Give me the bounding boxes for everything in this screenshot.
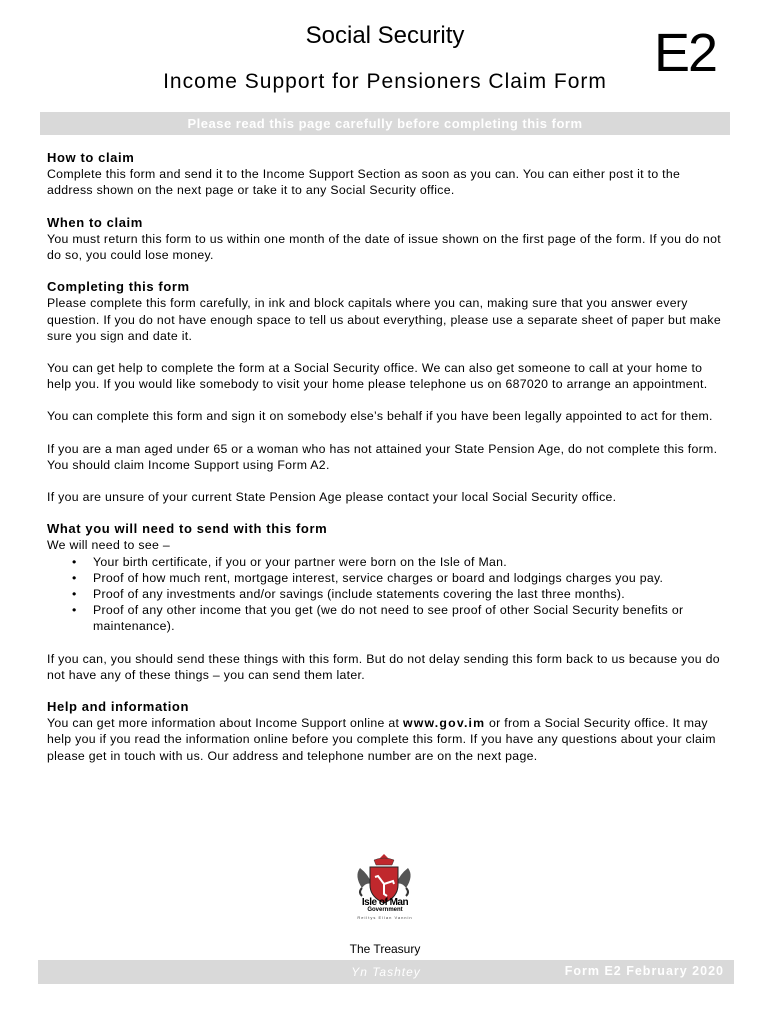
isle-of-man-crest-logo <box>350 852 418 932</box>
paragraph-completing-2: You can get help to complete the form at a Social Security office. We can also get someone to call at your home to help you. If you would like somebody to visit your home please telephone us on 687020 to arrange an appointment. <box>47 361 708 392</box>
paragraph-when-to-claim: You must return this form to us within one month of the date of issue shown on the first page of the form. If you do not do so, you could lose money. <box>47 231 721 263</box>
help-text-pre: You can get more information about Income Support online at <box>47 716 403 731</box>
list-item: • Your birth certificate, if you or your partner were born on the Isle of Man. <box>93 554 729 570</box>
heading-what-to-send: What you will need to send with this form <box>47 521 328 537</box>
paragraph-completing-3: You can complete this form and sign it on somebody else’s behalf if you have been legally appointed to act for them. <box>47 409 713 424</box>
heading-completing-form: Completing this form <box>47 279 190 295</box>
documents-list <box>47 554 729 635</box>
heading-when-to-claim: When to claim <box>47 214 143 230</box>
logo-motto-text: Reiltys Ellan Vannin <box>357 915 413 920</box>
list-item: • Proof of how much rent, mortgage interest, service charges or board and lodgings charges you pay. <box>93 570 729 586</box>
form-code: E2 <box>654 23 717 83</box>
department-name-manx: Yn Tashtey <box>351 965 421 979</box>
page-subtitle: Income Support for Pensioners Claim Form <box>163 70 607 93</box>
heading-help-information: Help and information <box>47 699 189 715</box>
main-content <box>47 150 729 780</box>
logo-government-text: Government <box>367 907 403 913</box>
paragraph-completing-1: Please complete this form carefully, in ink and block capitals where you can, making sure that you answer every question. If you do not have enough space to tell us about everything, please use a separate sheet of paper but make sure you sign and date it. <box>47 296 721 343</box>
department-name: The Treasury <box>349 942 421 956</box>
paragraph-completing-5: If you are unsure of your current State Pension Age please contact your local Social Security office. <box>47 490 617 505</box>
what-to-send-intro: We will need to see – <box>47 538 170 553</box>
list-item: • Proof of any other income that you get (we do not need to see proof of other Social Security benefits or maintenance). <box>93 602 729 634</box>
footer-bar <box>38 960 734 984</box>
paragraph-completing-4: If you are a man aged under 65 or a woman who has not attained your State Pension Age, do not complete this form. You should claim Income Support using Form A2. <box>47 441 718 472</box>
paragraph-send-later: If you can, you should send these things with this form. But do not delay sending this form back to us because you do not have any of these things – you can send them later. <box>47 651 720 682</box>
list-item: • Proof of any investments and/or savings (include statements covering the last three months). <box>93 586 729 602</box>
isle-of-man-wordmark <box>343 897 427 920</box>
website-link[interactable]: www.gov.im <box>402 716 486 731</box>
paragraph-how-to-claim: Complete this form and send it to the Income Support Section as soon as you can. You can either post it to the address shown on the next page or take it to any Social Security office. <box>47 167 681 198</box>
paragraph-help <box>47 715 729 764</box>
page-title: Social Security <box>305 22 465 49</box>
heading-how-to-claim: How to claim <box>47 150 135 165</box>
instruction-banner: Please read this page carefully before completing this form <box>40 112 730 135</box>
form-reference: Form E2 February 2020 <box>564 964 724 978</box>
help-text-post: or from a Social Security office. It may help you if you read the information online before you complete this form. If you have any questions about your claim please get in touch with us. Our address and telephone number are on the next page. <box>47 716 716 763</box>
logo-brand-text: Isle of Man <box>361 897 409 908</box>
